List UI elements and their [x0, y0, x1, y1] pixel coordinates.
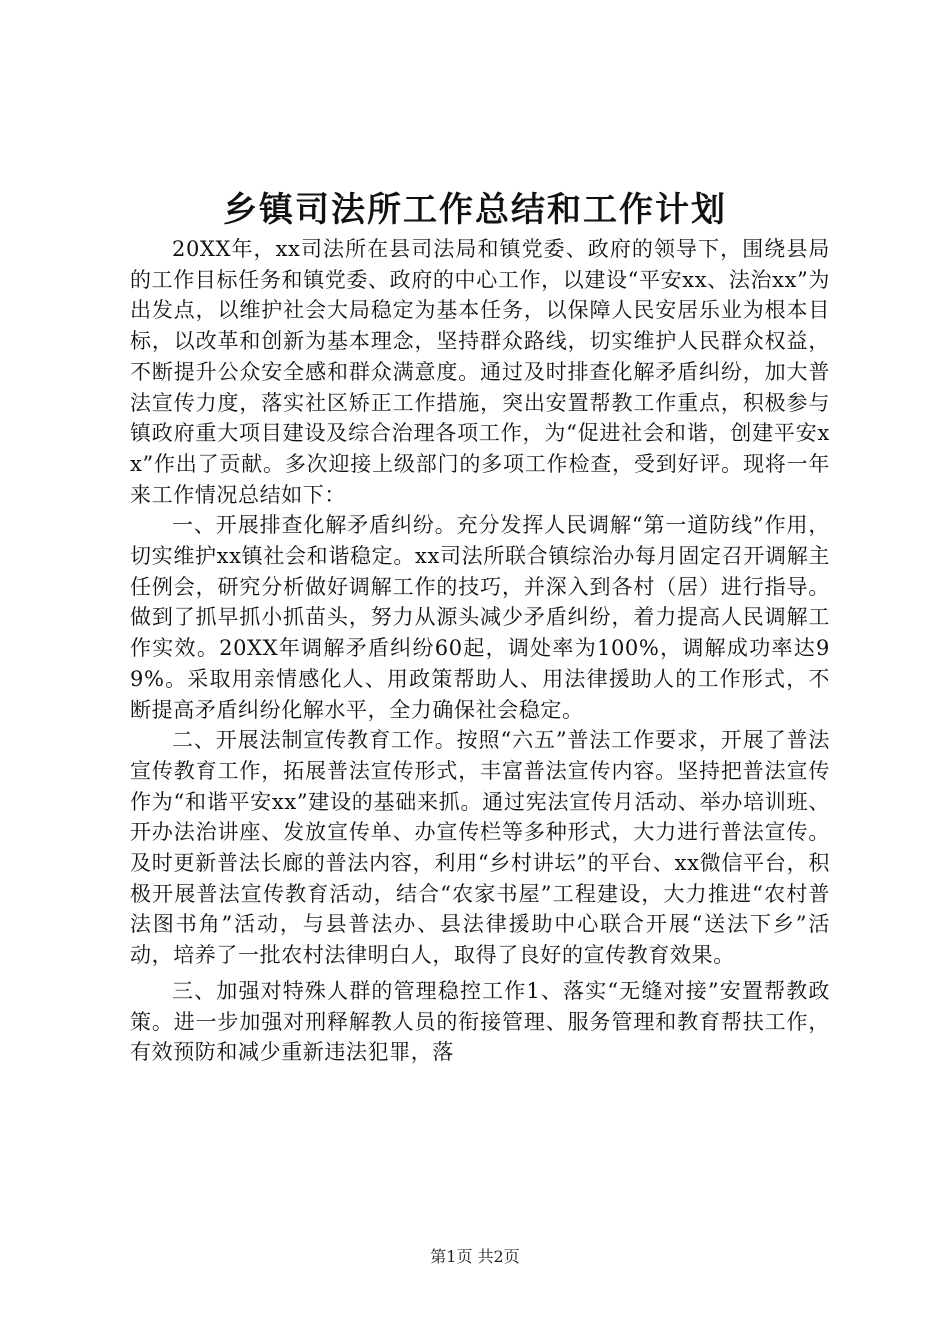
paragraph-section-3: 三、加强对特殊人群的管理稳控工作1、落实“无缝对接”安置帮教政策。进一步加强对刑释解教人员的衔接管理、服务管理和教育帮扶工作，有效预防和减少重新违法犯罪，落 [130, 978, 830, 1065]
document-body [130, 234, 830, 1068]
document-title: 乡镇司法所工作总结和工作计划 [223, 190, 727, 230]
paragraph-section-2: 二、开展法制宣传教育工作。按照“六五”普法工作要求，开展了普法宣传教育工作，拓展普法宣传形式，丰富普法宣传内容。坚持把普法宣传作为“和谐平安xx”建设的基础来抓。通过宪法宣传月活动、举办培训班、开办法治讲座、发放宣传单、办宣传栏等多种形式，大力进行普法宣传。及时更新普法长廊的普法内容，利用“乡村讲坛”的平台、xx微信平台，积极开展普法宣传教育活动，结合“农家书屋”工程建设，大力推进“农村普法图书角”活动，与县普法办、县法律援助中心联合开展“送法下乡”活动，培养了一批农村法律明白人，取得了良好的宣传教育效果。 [130, 728, 830, 968]
page-footer: 第1页 共2页 [430, 1247, 520, 1266]
paragraph-intro: 20XX年，xx司法所在县司法局和镇党委、政府的领导下，围绕县局的工作目标任务和镇党委、政府的中心工作，以建设“平安xx、法治xx”为出发点，以维护社会大局稳定为基本任务，以保障人民安居乐业为根本目标，以改革和创新为基本理念，坚持群众路线，切实维护人民群众权益，不断提升公众安全感和群众满意度。通过及时排查化解矛盾纠纷，加大普法宣传力度，落实社区矫正工作措施，突出安置帮教工作重点，积极参与镇政府重大项目建设及综合治理各项工作，为“促进社会和谐，创建平安xx”作出了贡献。多次迎接上级部门的多项工作检查，受到好评。现将一年来工作情况总结如下： [130, 237, 830, 507]
paragraph-section-1: 一、开展排查化解矛盾纠纷。充分发挥人民调解“第一道防线”作用，切实维护xx镇社会和谐稳定。xx司法所联合镇综治办每月固定召开调解主任例会，研究分析做好调解工作的技巧，并深入到各村（居）进行指导。做到了抓早抓小抓苗头，努力从源头减少矛盾纠纷，着力提高人民调解工作实效。20XX年调解矛盾纠纷60起，调处率为100%，调解成功率达99%。采取用亲情感化人、用政策帮助人、用法律援助人的工作形式，不断提高矛盾纠纷化解水平，全力确保社会稳定。 [130, 513, 830, 722]
